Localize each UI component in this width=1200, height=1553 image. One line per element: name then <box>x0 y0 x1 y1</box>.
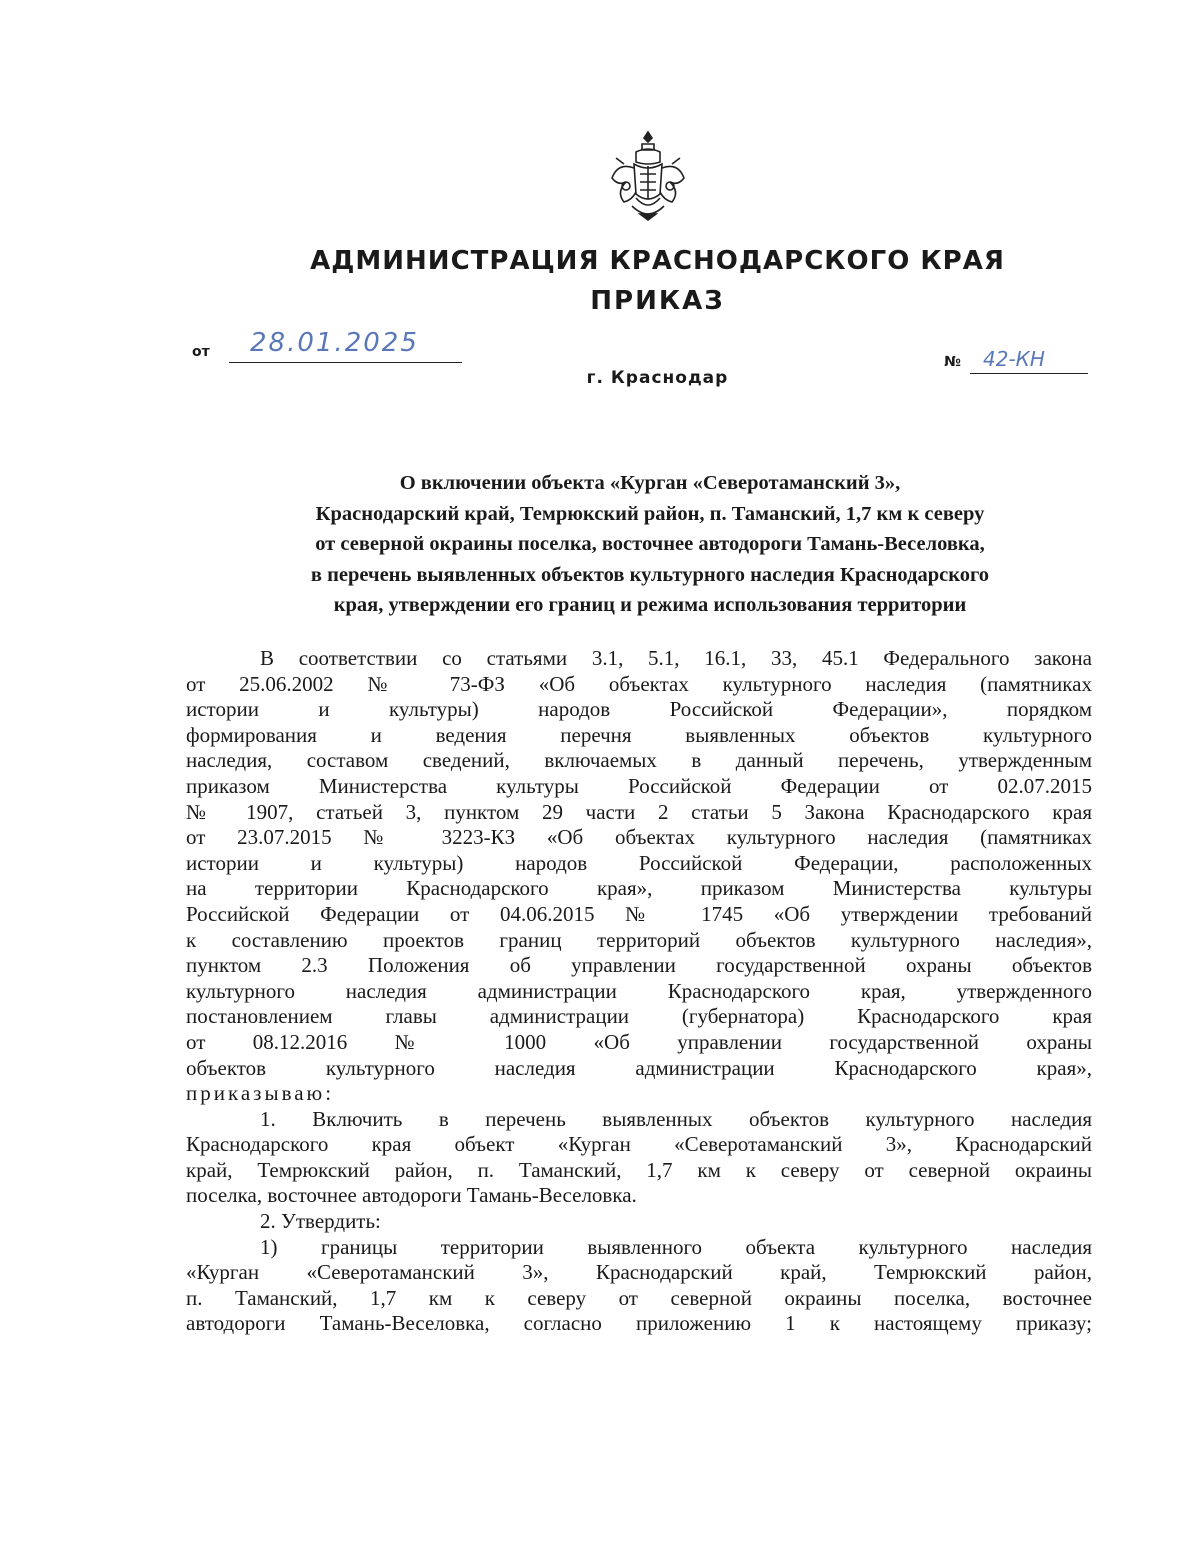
body-line: № 1907, статьей 3, пунктом 29 части 2 статьи 5 Закона Краснодарского края <box>186 799 1092 824</box>
title-line: края, утверждении его границ и режима использования территории <box>333 594 967 616</box>
body-line: наследия, составом сведений, включаемых в данный перечень, утвержденным <box>186 748 1092 773</box>
document-type: ПРИКАЗ <box>590 286 725 316</box>
title-line: в перечень выявленных объектов культурного наследия Краснодарского <box>310 563 990 586</box>
number-handwritten: 42-КН <box>983 347 1045 371</box>
body-line: объектов культурного наследия администрации Краснодарского края», <box>186 1055 1092 1080</box>
body-line: от 25.06.2002 № 73-ФЗ «Об объектах культурного наследия (памятниках <box>186 671 1092 696</box>
body-line: формирования и ведения перечня выявленных объектов культурного <box>186 722 1092 747</box>
body-line: 1. Включить в перечень выявленных объектов культурного наследия <box>260 1106 1092 1131</box>
number-underline <box>970 373 1088 374</box>
body-line: пунктом 2.3 Положения об управлении государственной охраны объектов <box>186 953 1092 978</box>
body-line: от 08.12.2016 № 1000 «Об управлении государственной охраны <box>186 1029 1092 1054</box>
body-line: поселка, восточнее автодороги Тамань-Веселовка. <box>186 1183 637 1208</box>
date-handwritten: 28.01.2025 <box>250 328 419 358</box>
body-line: Российской Федерации от 04.06.2015 № 1745 «Об утверждении требований <box>186 901 1092 926</box>
body-line: «Курган «Северотаманский 3», Краснодарский край, Темрюкский район, <box>186 1260 1092 1285</box>
body-line: от 23.07.2015 № 3223-КЗ «Об объектах культурного наследия (памятниках <box>186 825 1092 850</box>
document-body <box>186 646 1092 1337</box>
body-line: В соответствии со статьями 3.1, 5.1, 16.1, 33, 45.1 Федерального закона <box>260 646 1092 670</box>
body-line: на территории Краснодарского края», приказом Министерства культуры <box>186 876 1092 901</box>
body-line: постановлением главы администрации (губернатора) Краснодарского края <box>186 1004 1092 1029</box>
title-line: Краснодарский край, Темрюкский район, п. Таманский, 1,7 км к северу <box>315 502 985 525</box>
body-line: автодороги Тамань-Веселовка, согласно приложению 1 к настоящему приказу; <box>186 1311 1092 1336</box>
body-line: Краснодарского края объект «Курган «Северотаманский 3», Краснодарский <box>186 1132 1092 1157</box>
number-label: № <box>944 354 961 370</box>
body-line: 1) границы территории выявленного объекта культурного наследия <box>260 1234 1092 1259</box>
body-line: приказываю: <box>186 1081 335 1106</box>
document-title <box>180 468 1120 621</box>
body-line: 2. Утвердить: <box>260 1209 381 1234</box>
city-name: г. Краснодар <box>586 368 729 388</box>
title-line: от северной окраины поселка, восточнее автодороги Тамань-Веселовка, <box>315 533 985 555</box>
organization-name: АДМИНИСТРАЦИЯ КРАСНОДАРСКОГО КРАЯ <box>310 246 1005 276</box>
body-line: к составлению проектов границ территорий объектов культурного наследия», <box>186 927 1092 952</box>
body-line: приказом Министерства культуры Российской Федерации от 02.07.2015 <box>186 773 1092 798</box>
body-line: край, Темрюкский район, п. Таманский, 1,7 км к северу от северной окраины <box>186 1157 1092 1182</box>
body-line: истории и культуры) народов Российской Федерации, расположенных <box>186 850 1092 875</box>
body-line: истории и культуры) народов Российской Федерации», порядком <box>186 697 1092 722</box>
title-line: О включении объекта «Курган «Северотаманский 3», <box>399 472 901 494</box>
body-line: культурного наследия администрации Краснодарского края, утвержденного <box>186 978 1092 1003</box>
date-underline <box>229 362 462 363</box>
date-label: от <box>192 344 210 360</box>
coat-of-arms-icon <box>606 128 690 224</box>
body-line: п. Таманский, 1,7 км к северу от северной окраины поселка, восточнее <box>186 1285 1092 1310</box>
